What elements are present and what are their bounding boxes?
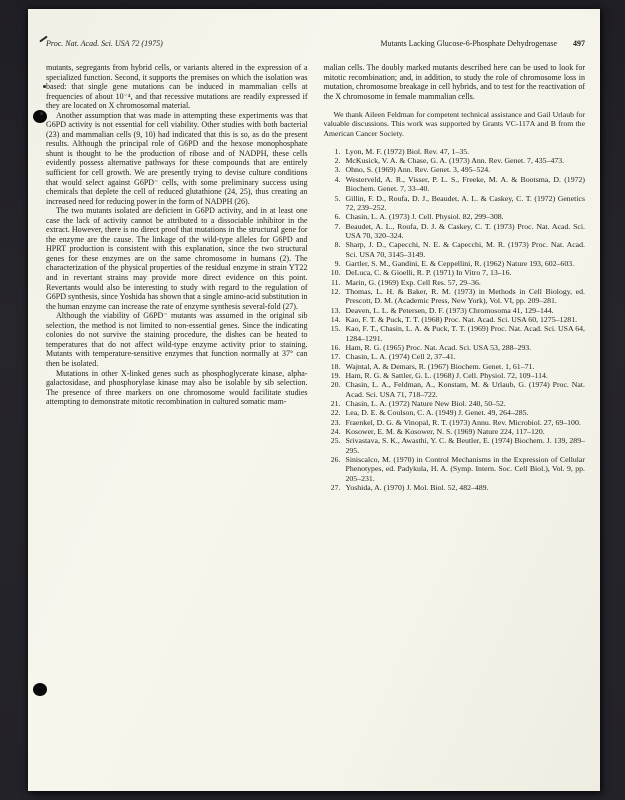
reference-item [324,268,586,277]
punch-hole-bottom [33,683,47,696]
reference-number: 10. [330,268,341,278]
ink-speck [40,112,43,115]
reference-text: Chasin, L. A. (1974) Cell 2, 37–41. [345,352,456,362]
reference-item [324,306,586,315]
reference-text: Fraenkel, D. G. & Vinopal, R. T. (1973) Annu. Rev. Microbiol. 27, 69–100. [345,417,581,427]
reference-number: 14. [330,314,341,324]
reference-item [324,240,586,259]
reference-text: Lea, D. E. & Coulson, C. A. (1949) J. Genet. 49, 264–285. [345,408,529,418]
reference-number: 23. [330,417,341,427]
body-paragraph: mutants, segregants from hybrid cells, or variants altered in the expression of a specialized function. Second, it supports the premises on which the isolation was based: that single gene mutations can be induced in mammalian cells at frequencies of about 10⁻⁴, and that recessive mutations are readily expressed if they are located on X chromosomal material. [46,63,308,111]
page-number: 497 [573,39,585,48]
journal-citation: Proc. Nat. Acad. Sci. USA 72 (1975) [46,39,163,48]
body-paragraph: Although the viability of G6PD⁻ mutants was assumed in the original sib selection, the method is not limited to non-essential genes. Since the indicating colonies do not survive the staining procedure, the dishes can be heated to temperatures that do not affect wild-type enzyme activity prior to staining. Mutants with temperature-sensitive enzymes that function normally at 37° can then be isolated. [46,311,308,368]
reference-number: 4. [334,174,341,184]
reference-number: 3. [334,165,341,175]
reference-number: 8. [334,240,341,250]
body-paragraph: The two mutants isolated are deficient in G6PD activity, and in at least one case the lack of activity cannot be attributed to a dissociable inhibitor in the extract. However, there is no direct proof that mutations in the structural gene for the enzyme are the cause. The linkage of the wild-type alleles for G6PD and HPRT production is consistent with this explanation, since the two structural genes for these enzymes are on the same chromosome in humans (2). The characterization of the physical properties of the residual enzyme in strain YT22 and in revertant strains may provide more direct evidence on this point. Revertants would also be interesting to study with regard to the regulation of G6PD synthesis, since Yoshida has shown that a single amino-acid substitution in the human enzyme can increase the rate of enzyme synthesis several-fold (27). [46,206,308,311]
reference-text: Chasin, L. A. (1972) Nature New Biol. 240, 50–52. [345,399,506,409]
body-paragraph: malian cells. The doubly marked mutants described here can be used to look for mitotic recombination; and, in addition, to study the role of chromosome loss in mutation, chromosome breakage in cell hybrids, and to test for the reactivation of the X chromosome in female mammalian cells. [323,63,585,101]
reference-number: 25. [330,436,341,446]
reference-item [324,427,586,436]
reference-text: Gartler, S. M., Gandini, E. & Ceppellini, R. (1962) Nature 193, 602–603. [345,258,575,268]
reference-number: 16. [330,343,341,353]
reference-number: 19. [330,371,341,381]
reference-item [324,436,586,455]
reference-item [324,147,586,156]
reference-item [324,278,586,287]
reference-text: Ohno, S. (1969) Ann. Rev. Genet. 3, 495–524. [345,165,491,175]
reference-number: 7. [334,221,341,231]
reference-item [324,175,586,194]
reference-number: 1. [334,146,341,156]
reference-text: Sharp, J. D., Capecchi, N. E. & Capecchi, M. R. (1973) Proc. Nat. Acad. Sci. USA 70, 3145–3149. [345,240,585,259]
reference-text: Chasin, L. A., Feldman, A., Konstam, M. & Urlaub, G. (1974) Proc. Nat. Acad. Sci. USA 71, 718–722. [345,380,585,399]
reference-number: 13. [330,305,341,315]
reference-number: 15. [330,324,341,334]
two-column-body [46,63,585,493]
reference-text: Chasin, L. A. (1973) J. Cell. Physiol. 82, 299–308. [345,212,504,222]
reference-number: 18. [330,361,341,371]
reference-item [324,455,586,483]
reference-item [324,362,586,371]
reference-number: 2. [334,156,341,166]
reference-number: 12. [330,286,341,296]
reference-number: 26. [330,455,341,465]
reference-item [324,380,586,399]
reference-item [324,156,586,165]
reference-item [324,287,586,306]
reference-list [324,147,586,493]
reference-text: Lyon, M. F. (1972) Biol. Rev. 47, 1–35. [345,146,470,156]
reference-number: 11. [331,277,341,287]
reference-item [324,483,586,492]
reference-text: Gillin, F. D., Roufa, D. J., Beaudet, A. L. & Caskey, C. T. (1972) Genetics 72, 239–252. [345,193,585,212]
acknowledgment-paragraph: We thank Aileen Feldman for competent technical assistance and Gail Urlaub for valuable discussions. This work was supported by Grants VC-117A and B from the American Cancer Society. [323,110,585,138]
reference-text: Srivastava, S. K., Awasthi, Y. C. & Beutler, E. (1974) Biochem. J. 139, 289–295. [345,436,585,455]
reference-number: 22. [330,408,341,418]
reference-text: Kao, F. T. & Puck, T. T. (1968) Proc. Nat. Acad. Sci. USA 60, 1275–1281. [345,314,578,324]
reference-number: 20. [330,380,341,390]
reference-item [324,352,586,361]
reference-item [324,194,586,213]
reference-number: 9. [334,258,341,268]
reference-number: 17. [330,352,341,362]
reference-text: Kosower, E. M. & Kosower, N. S. (1969) Nature 224, 117–120. [345,427,545,437]
reference-number: 6. [334,212,341,222]
reference-text: Kao, F. T., Chasin, L. A. & Puck, T. T. (1969) Proc. Nat. Acad. Sci. USA 64, 1284–1291. [345,324,585,343]
reference-text: Wajntal, A. & Demars, R. (1967) Biochem. Genet. 1, 61–71. [345,361,535,371]
reference-item [324,212,586,221]
reference-item [324,259,586,268]
page-header [46,39,585,48]
reference-text: Westerveld, A. R., Visser, P. L. S., Freeke, M. A. & Bootsma, D. (1972) Biochem. Genet. 7, 33–40. [345,174,585,194]
right-column [324,63,586,493]
reference-item [324,418,586,427]
reference-text: Ham, R. G. (1965) Proc. Nat. Acad. Sci. USA 53, 288–293. [345,343,532,353]
paper-page [28,9,600,791]
reference-item [324,315,586,324]
reference-item [324,222,586,241]
reference-item [324,343,586,352]
reference-text: Ham, R. G. & Sattler, G. L. (1968) J. Cell. Physiol. 72, 109–114. [345,371,548,381]
running-head [380,39,585,48]
body-paragraph: Another assumption that was made in attempting these experiments was that G6PD activity is not essential for cell viability. Other studies with both bacterial (23) and mammalian cells (9, 10) had indicated that this is so, as do the present results. Although the principal role of G6PD and the hexose monophosphate shunt is thought to be the production of ribose and of NADPH, these cells evidently possess alternative pathways for these compounds that are entirely sufficient for cell growth. We are presently trying to devise culture conditions that would select against G6PD⁻ cells, with some preliminary success using chemicals that deplete the cell of reduced glutathione (24, 25), thus creating an increased need for reducing power in the form of NADPH (26). [46,110,308,206]
reference-text: Thomas, L. H. & Baker, R. M. (1973) in Methods in Cell Biology, ed. Prescott, D. M. (Academic Press, New York), Vol. VI, pp. 209–281. [345,286,585,306]
reference-text: DeLuca, C. & Gioelli, R. P. (1971) In Vitro 7, 13–16. [345,268,512,278]
reference-text: Marin, G. (1969) Exp. Cell Res. 57, 29–36. [345,277,481,287]
reference-number: 21. [330,399,341,409]
reference-item [324,165,586,174]
reference-text: Siniscalco, M. (1970) in Control Mechanisms in the Expression of Cellular Phenotypes, ed. Padykula, H. A. (Symp. Intern. Soc. Cell Biol.), Vol. 9, pp. 205–231. [345,455,585,483]
reference-number: 5. [334,193,341,203]
reference-number: 24. [330,427,341,437]
left-column [46,63,308,493]
reference-item [324,408,586,417]
reference-text: Yoshida, A. (1970) J. Mol. Biol. 52, 482–489. [345,483,489,493]
body-paragraph: Mutations in other X-linked genes such as phosphoglycerate kinase, alpha-galactosidase, and phosphorylase kinase may also be isolable by sib selection. The presence of three markers on one chromosome would facilitate studies attempting to demonstrate mitotic recombination in cultured somatic mam- [46,368,308,407]
running-title: Mutants Lacking Glucose-6-Phosphate Dehydrogenase [380,39,557,48]
reference-item [324,371,586,380]
reference-number: 27. [330,483,341,493]
reference-item [324,399,586,408]
reference-item [324,324,586,343]
reference-text: McKusick, V. A. & Chase, G. A. (1973) Ann. Rev. Genet. 7, 435–473. [345,156,565,166]
page-content [46,39,585,493]
reference-text: Deaven, L. L. & Petersen, D. F. (1973) Chromosoma 41, 129–144. [345,305,554,315]
reference-text: Beaudet, A. L., Roufa, D. J. & Caskey, C. T. (1973) Proc. Nat. Acad. Sci. USA 70, 320–324. [345,221,585,240]
